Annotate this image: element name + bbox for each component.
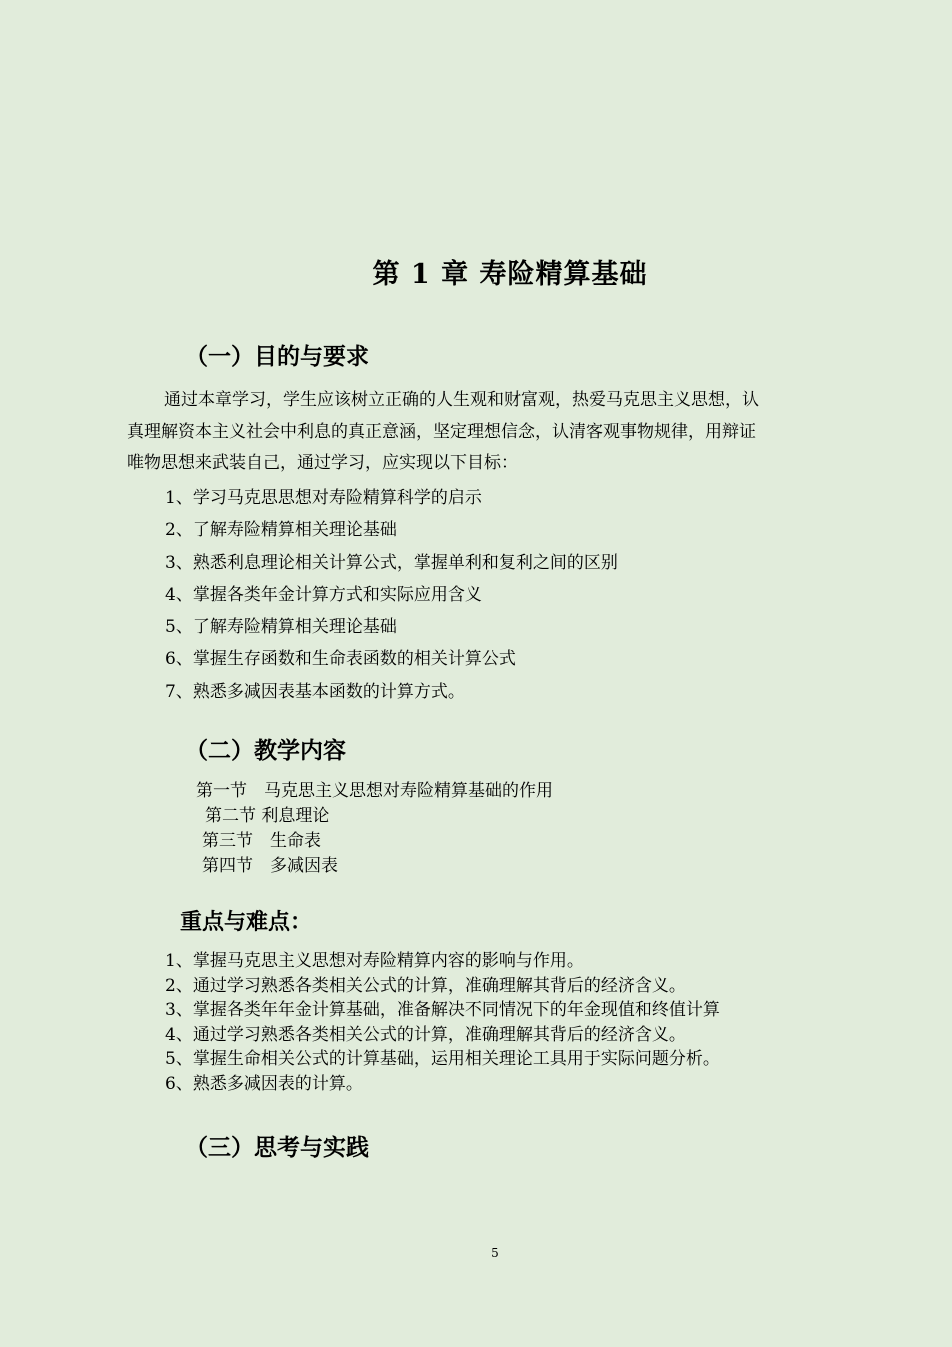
goal-item: 5、了解寿险精算相关理论基础	[165, 617, 397, 638]
key-points-list	[165, 949, 720, 1097]
key-point-item: 1、掌握马克思主义思想对寿险精算内容的影响与作用。	[165, 951, 584, 971]
content-item: 第三节 生命表	[202, 831, 321, 851]
goal-item: 4、掌握各类年金计算方式和实际应用含义	[165, 584, 482, 605]
content-item: 第二节 利息理论	[205, 806, 330, 826]
goal-item: 6、掌握生存函数和生命表函数的相关计算公式	[165, 649, 516, 670]
goal-item: 2、了解寿险精算相关理论基础	[165, 520, 397, 541]
key-point-item: 3、掌握各类年年金计算基础，准备解决不同情况下的年金现值和终值计算	[165, 1000, 720, 1021]
intro-line: 通过本章学习，学生应该树立正确的人生观和财富观，热爱马克思主义思想，认	[164, 390, 759, 410]
key-points-heading: 重点与难点：	[180, 910, 313, 935]
intro-line: 唯物思想来武装自己，通过学习，应实现以下目标：	[127, 453, 518, 473]
section-heading-practice: （三）思考与实践	[185, 1135, 369, 1161]
goal-item: 3、熟悉利息理论相关计算公式，掌握单利和复利之间的区别	[165, 552, 618, 573]
key-point-item: 4、通过学习熟悉各类相关公式的计算，准确理解其背后的经济含义。	[165, 1024, 686, 1045]
key-point-item: 5、掌握生命相关公式的计算基础，运用相关理论工具用于实际问题分析。	[165, 1049, 720, 1070]
goal-item: 1、学习马克思思想对寿险精算科学的启示	[165, 488, 482, 508]
key-point-item: 6、熟悉多减因表的计算。	[165, 1073, 363, 1094]
intro-line: 真理解资本主义社会中利息的真正意涵，坚定理想信念，认清客观事物规律，用辩证	[127, 421, 756, 442]
section-heading-content: （二）教学内容	[185, 738, 346, 764]
goal-item: 7、熟悉多减因表基本函数的计算方式。	[165, 681, 465, 702]
page-number: 5	[491, 1246, 499, 1260]
section-heading-goals: （一）目的与要求	[185, 344, 369, 370]
intro-paragraph	[127, 385, 837, 480]
chapter-title: 第 1 章 寿险精算基础	[372, 259, 648, 290]
goal-list	[165, 482, 618, 708]
key-point-item: 2、通过学习熟悉各类相关公式的计算，准确理解其背后的经济含义。	[165, 975, 686, 996]
content-item: 第四节 多减因表	[202, 856, 338, 876]
content-item: 第一节 马克思主义思想对寿险精算基础的作用	[196, 781, 553, 801]
